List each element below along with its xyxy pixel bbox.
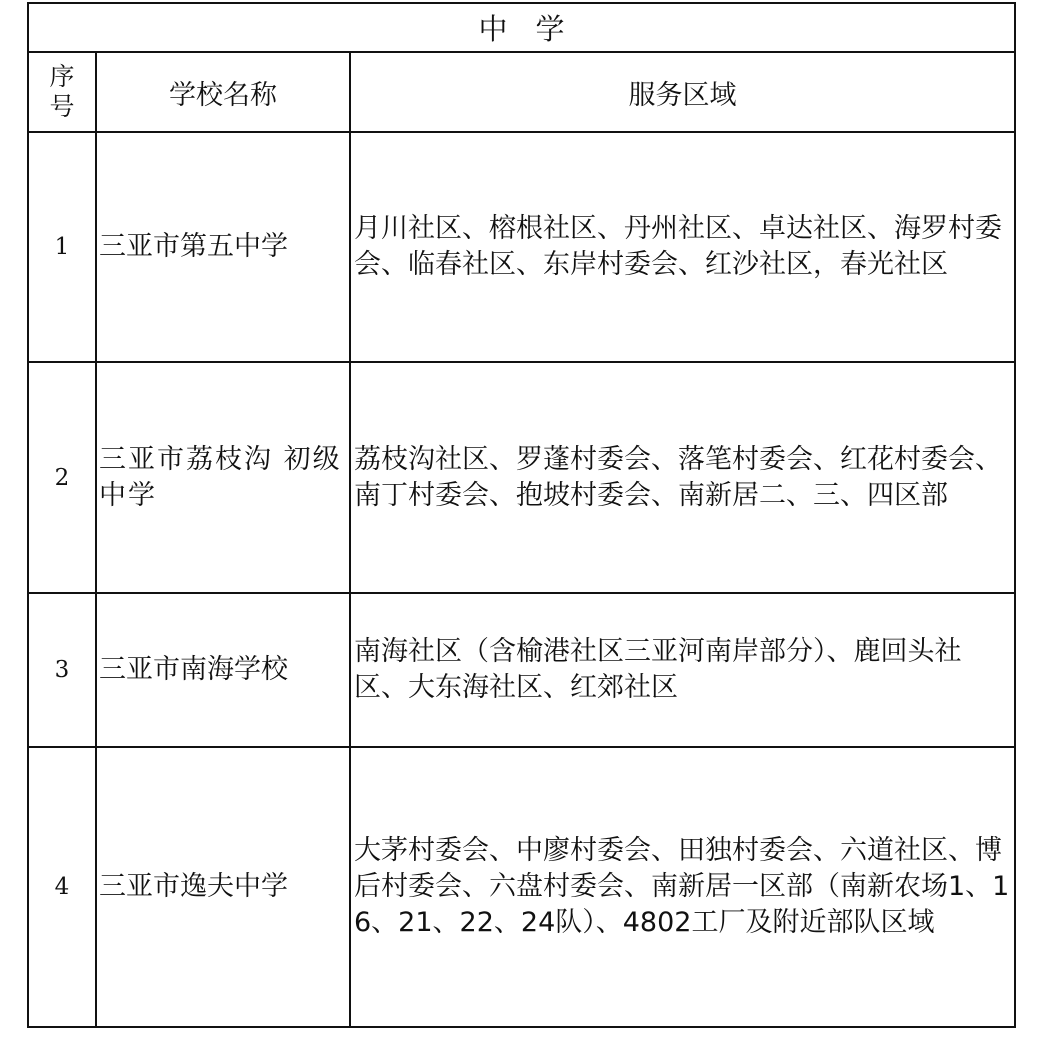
service-area: 大茅村委会、中廖村委会、田独村委会、六道社区、博后村委会、六盘村委会、南新居一区部（南新农场1、16、21、22、24队）、4802工厂及附近部队区域: [350, 747, 1015, 1027]
school-district-table: [27, 2, 1016, 1028]
table-row: [28, 132, 1015, 362]
table-title: 中学: [28, 3, 1015, 52]
service-area: 南海社区（含榆港社区三亚河南岸部分）、鹿回头社区、大东海社区、红郊社区: [350, 593, 1015, 747]
row-index: 2: [28, 362, 96, 593]
table-row: [28, 593, 1015, 747]
school-name: 三亚市荔枝沟 初级中学: [96, 362, 350, 593]
row-index: 1: [28, 132, 96, 362]
header-school: 学校名称: [96, 52, 350, 132]
school-name: 三亚市第五中学: [96, 132, 350, 362]
table-row: [28, 362, 1015, 593]
header-row: [28, 52, 1015, 132]
service-area: 月川社区、榕根社区、丹州社区、卓达社区、海罗村委会、临春社区、东岸村委会、红沙社区，春光社区: [350, 132, 1015, 362]
school-name: 三亚市南海学校: [96, 593, 350, 747]
table-row: [28, 747, 1015, 1027]
school-name: 三亚市逸夫中学: [96, 747, 350, 1027]
row-index: 3: [28, 593, 96, 747]
header-area: 服务区域: [350, 52, 1015, 132]
title-row: [28, 3, 1015, 52]
row-index: 4: [28, 747, 96, 1027]
header-index: [28, 52, 96, 132]
header-index-label: 序号: [49, 62, 75, 121]
service-area: 荔枝沟社区、罗蓬村委会、落笔村委会、红花村委会、南丁村委会、抱坡村委会、南新居二、三、四区部: [350, 362, 1015, 593]
